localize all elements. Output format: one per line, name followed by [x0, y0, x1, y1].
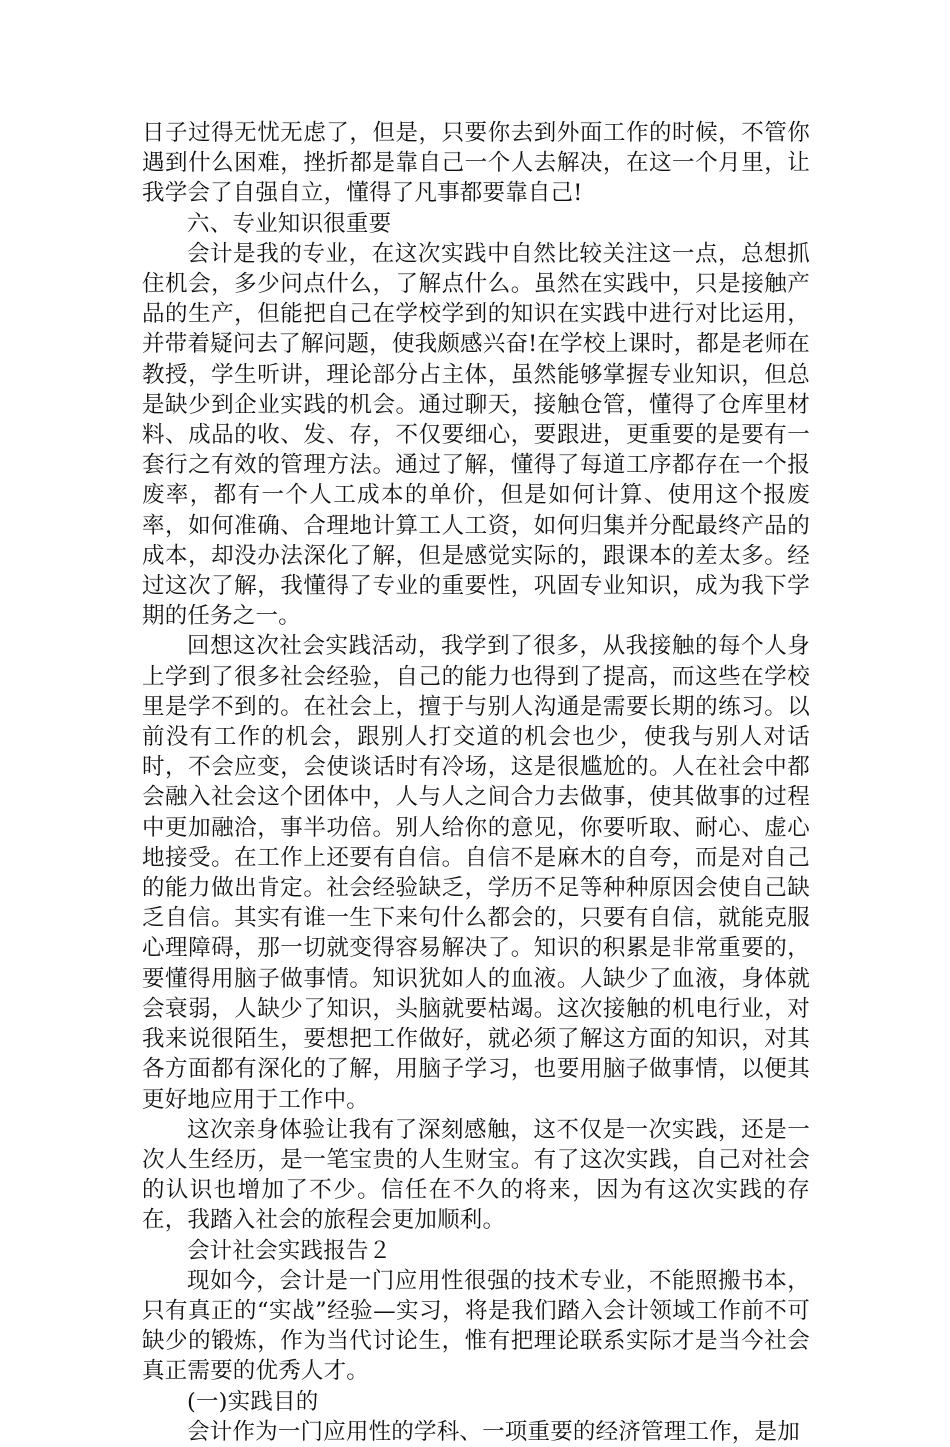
paragraph-accounting-major: 会计是我的专业，在这次实践中自然比较关注这一点，总想抓住机会，多少问点什么，了解点什么。虽然在实践中，只是接触产品的生产，但能把自己在学校学到的知识在实践中进行对比运用，并带着疑问去了解问题，使我颇感兴奋!在学校上课时，都是老师在教授，学生听讲，理论部分占主体，虽然能够掌握专业知识，但总是缺少到企业实践的机会。通过聊天，接触仓管，懂得了仓库里材料、成品的收、发、存，不仅要细心，要跟进，更重要的是要有一套行之有效的管理方法。通过了解，懂得了每道工序都存在一个报废率，都有一个人工成本的单价，但是如何计算、使用这个报废率，如何准确、合理地计算工人工资，如何归集并分配最终产品的成本，却没办法深化了解，但是感觉实际的，跟课本的差太多。经过这次了解，我懂得了专业的重要性，巩固专业知识，成为我下学期的任务之一。 — [142, 240, 810, 630]
paragraph-continuation: 日子过得无忧无虑了，但是，只要你去到外面工作的时候，不管你遇到什么困难，挫折都是靠自己一个人去解决，在这一个月里，让我学会了自强自立，懂得了凡事都要靠自己! — [142, 120, 810, 207]
document-page — [142, 118, 810, 1447]
report-title-2: 会计社会实践报告２ — [187, 1237, 392, 1264]
paragraph-introduction: 现如今，会计是一门应用性很强的技术专业，不能照搬书本，只有真正的“实战”经验—实习，将是我们踏入会计领域工作前不可缺少的锻炼，作为当代讨论生，惟有把理论联系实际才是当今社会真正需要的优秀人才。 — [142, 1267, 810, 1385]
section-heading-purpose: (一)实践目的 — [187, 1388, 319, 1415]
paragraph-experience: 这次亲身体验让我有了深刻感触，这不仅是一次实践，还是一次人生经历，是一笔宝贵的人生财宝。有了这次实践，自己对社会的认识也增加了不少。信任在不久的将来，因为有这次实践的存在，我踏入社会的旅程会更加顺利。 — [142, 1116, 810, 1234]
paragraph-purpose-start: 会计作为一门应用性的学科、一项重要的经济管理工作，是加 — [187, 1418, 800, 1445]
section-heading-professional-knowledge: 六、专业知识很重要 — [187, 210, 392, 237]
paragraph-reflection: 回想这次社会实践活动，我学到了很多，从我接触的每个人身上学到了很多社会经验，自己的能力也得到了提高，而这些在学校里是学不到的。在社会上，擅于与别人沟通是需要长期的练习。以前没有工作的机会，跟别人打交道的机会也少，使我与别人对话时，不会应变，会使谈话时有冷场，这是很尴尬的。人在社会中都会融入社会这个团体中，人与人之间合力去做事，使其做事的过程中更加融洽，事半功倍。别人给你的意见，你要听取、耐心、虚心地接受。在工作上还要有自信。自信不是麻木的自夸，而是对自己的能力做出肯定。社会经验缺乏，学历不足等种种原因会使自己缺乏自信。其实有谁一生下来句什么都会的，只要有自信，就能克服心理障碍，那一切就变得容易解决了。知识的积累是非常重要的，要懂得用脑子做事情。知识犹如人的血液。人缺少了血液，身体就会衰弱，人缺少了知识，头脑就要枯竭。这次接触的机电行业，对我来说很陌生，要想把工作做好，就必须了解这方面的知识，对其各方面都有深化的了解，用脑子学习，也要用脑子做事情，以便其更好地应用于工作中。 — [142, 633, 810, 1113]
